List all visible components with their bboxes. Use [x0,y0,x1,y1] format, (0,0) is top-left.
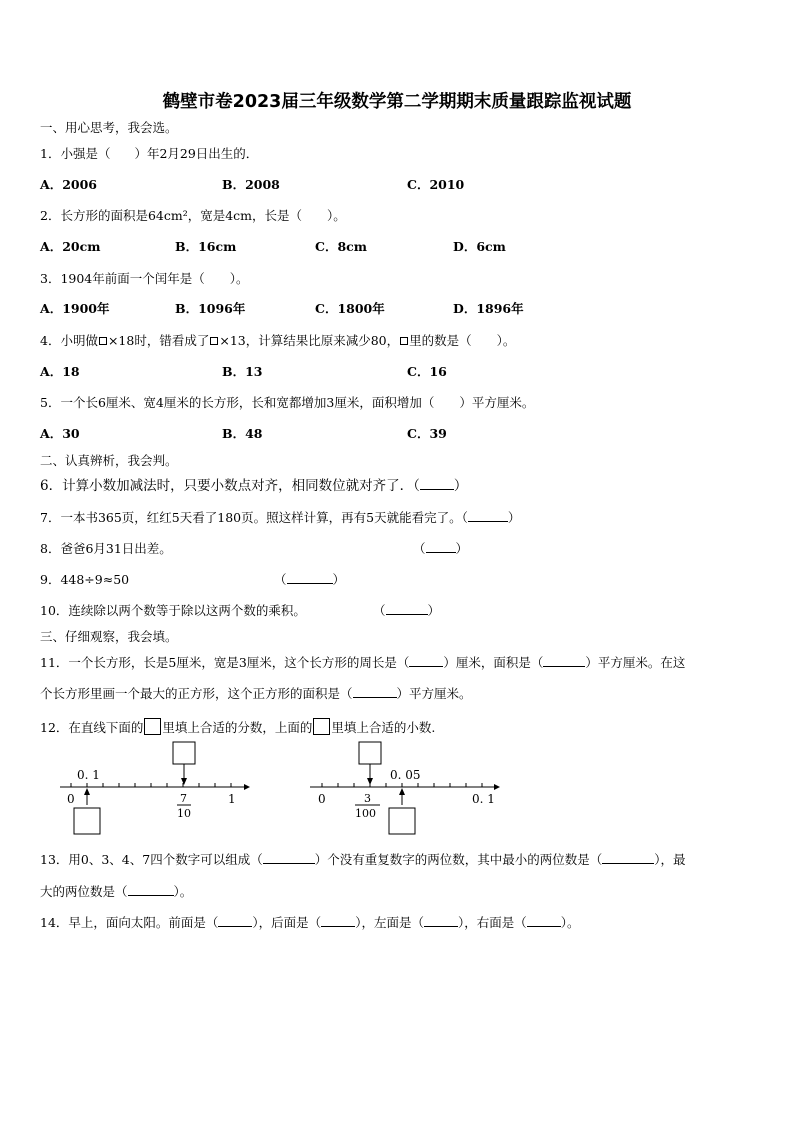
arrow-up-head [84,788,90,795]
option[interactable]: B．13 [222,364,263,379]
option[interactable]: D．1896年 [453,301,524,316]
zero-label: 0 [318,792,326,806]
option[interactable]: C．39 [407,426,447,441]
question-4: 4．小明做 ×18时，错看成了 ×13，计算结果比原来减少80， 里的数是（ ）。 [40,333,516,348]
option[interactable]: D．6cm [453,239,506,254]
question-1: 1．小强是（ ）年2月29日出生的． [40,146,259,161]
option[interactable]: B．2008 [222,177,280,192]
option[interactable]: C．16 [407,364,447,379]
answer-blank[interactable] [287,572,333,584]
answer-blank[interactable] [424,915,458,927]
axis-arrow-icon [244,784,250,790]
page-title: 鹤壁市卷2023届三年级数学第二学期期末质量跟踪监视试题 [162,92,632,112]
answer-blank[interactable] [386,603,428,615]
answer-blank[interactable] [353,686,397,698]
answer-blank[interactable] [128,884,174,896]
question-13-line-2: 大的两位数是（ ）。 [40,884,193,899]
option[interactable]: C．1800年 [315,301,385,316]
fraction-numerator: 3 [364,792,371,805]
number-line-1 [50,738,260,838]
ticks-1 [71,783,231,787]
blank-box-icon [99,337,107,345]
question-10-answer: （ ） [373,603,441,618]
number-line-2 [300,738,510,838]
question-10: 10．连续除以两个数等于除以这两个数的乘积。 [40,603,306,618]
blank-box-icon [313,718,330,735]
zero-label: 0 [67,792,75,806]
question-11-line-1: 11．一个长方形，长是5厘米，宽是3厘米，这个长方形的周长是（ ）厘米，面积是（ ）平方厘米。在这 [40,655,686,670]
arrow-down-head [181,778,187,785]
answer-blank[interactable] [420,478,454,490]
answer-blank[interactable] [426,541,456,553]
question-14: 14．早上，面向太阳。前面是（ ），后面是（ ），左面是（ ），右面是（ ）。 [40,915,580,930]
top-answer-box[interactable] [359,742,381,764]
section-heading-2: 二、认真辨析，我会判。 [40,453,178,468]
question-3: 3．1904年前面一个闰年是（ ）。 [40,271,249,286]
top-decimal-label: 0. 1 [77,768,100,782]
fraction-denominator: 100 [355,807,376,820]
question-6: 6．计算小数加减法时，只要小数点对齐，相同数位就对齐了．（ ） [40,478,468,494]
answer-blank[interactable] [543,655,585,667]
option[interactable]: A．1900年 [40,301,110,316]
question-8: 8．爸爸6月31日出差。 [40,541,172,556]
arrow-up-head [399,788,405,795]
option[interactable]: A．30 [40,426,80,441]
section-heading-3: 三、仔细观察，我会填。 [40,629,178,644]
answer-blank[interactable] [263,852,315,864]
fraction-numerator: 7 [180,792,187,805]
end-label: 0. 1 [472,792,495,806]
answer-blank[interactable] [527,915,561,927]
answer-blank[interactable] [218,915,252,927]
one-label: 1 [228,792,236,806]
option[interactable]: B．1096年 [175,301,246,316]
question-5: 5．一个长6厘米、宽4厘米的长方形，长和宽都增加3厘米，面积增加（ ）平方厘米。 [40,395,535,410]
question-7: 7．一本书365页，红红5天看了180页。照这样计算，再有5天就能看完了。（ ） [40,510,521,525]
top-answer-box[interactable] [173,742,195,764]
fraction-denominator: 10 [177,807,191,820]
section-heading-1: 一、用心思考，我会选。 [40,120,178,135]
answer-blank[interactable] [468,510,508,522]
option[interactable]: A．2006 [40,177,97,192]
blank-box-icon [210,337,218,345]
blank-box-icon [400,337,408,345]
option[interactable]: A．18 [40,364,80,379]
question-9-answer: （ ） [274,572,346,587]
option[interactable]: C．2010 [407,177,465,192]
option[interactable]: C．8cm [315,239,367,254]
question-13-line-1: 13．用0、3、4、7四个数字可以组成（ ）个没有重复数字的两位数，其中最小的两位数是（ ），最 [40,852,686,867]
ticks-2 [322,783,482,787]
question-9: 9．448÷9≈50 [40,572,130,587]
answer-blank[interactable] [409,655,443,667]
answer-blank[interactable] [602,852,654,864]
question-11-line-2: 个长方形里画一个最大的正方形，这个正方形的面积是（ ）平方厘米。 [40,686,472,701]
question-2: 2．长方形的面积是64cm²，宽是4cm，长是（ ）。 [40,208,346,223]
blank-box-icon [144,718,161,735]
option[interactable]: B．48 [222,426,263,441]
axis-arrow-icon [494,784,500,790]
option[interactable]: A．20cm [40,239,101,254]
top-decimal-label: 0. 05 [390,768,421,782]
bottom-answer-box[interactable] [74,808,100,834]
question-12: 12．在直线下面的 里填上合适的分数，上面的 里填上合适的小数. [40,720,436,735]
option[interactable]: B．16cm [175,239,237,254]
question-8-answer: （ ） [413,541,469,556]
bottom-answer-box[interactable] [389,808,415,834]
answer-blank[interactable] [321,915,355,927]
